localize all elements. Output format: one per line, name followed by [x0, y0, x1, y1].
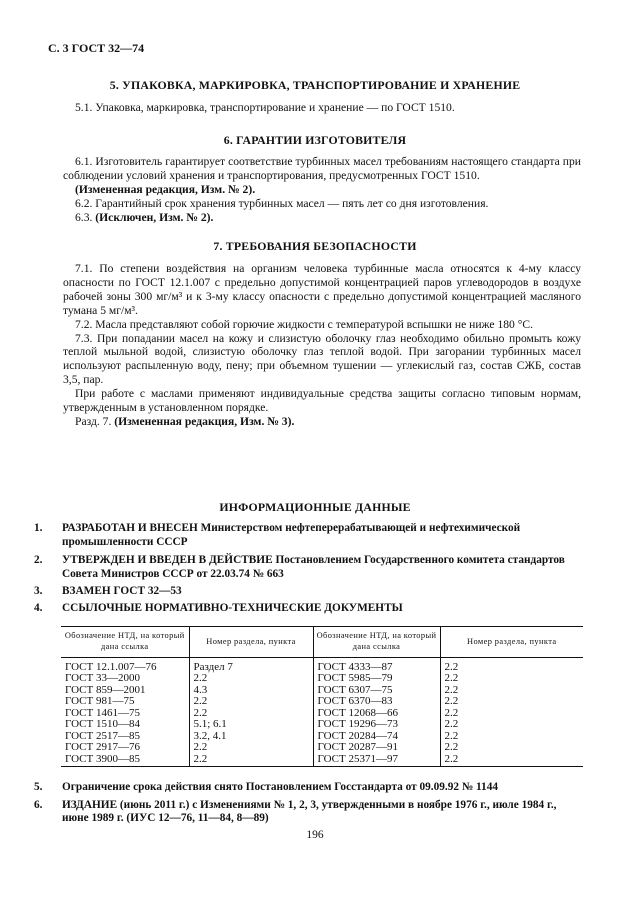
page-number: 196 [306, 829, 324, 841]
table-cell: 5.1; 6.1 [189, 719, 313, 731]
table-cell: 2.2 [189, 754, 313, 767]
para-6-3 [63, 211, 581, 225]
info-item-1: 1. РАЗРАБОТАН И ВНЕСЕН Министерством нефтеперерабатывающей и нефтехимической промышленности СССР [34, 522, 521, 548]
para-7-5-prefix: Разд. 7. [75, 414, 112, 428]
table-cell: 2.2 [444, 683, 459, 696]
table-cell: ГОСТ 12.1.007—76 [61, 657, 189, 673]
table-cell: ГОСТ 3900—85 [61, 754, 189, 767]
table-cell: ГОСТ 4333—87 [313, 657, 440, 673]
section-5-title: 5. УПАКОВКА, МАРКИРОВКА, ТРАНСПОРТИРОВАНИЕ И ХРАНЕНИЕ [109, 78, 521, 92]
table-row [61, 673, 583, 685]
table-cell: 2.2 [444, 729, 459, 742]
table-cell: 2.2 [189, 696, 313, 708]
table-header-cell: Обозначение НТД, на который дана ссылка [313, 627, 440, 658]
para-7-4: При работе с маслами применяют индивидуальные средства защиты согласно типовым нормам, утвержденным в установленном порядке. [63, 387, 581, 415]
reference-documents-table [61, 626, 583, 767]
table-cell: ГОСТ 12068—66 [313, 708, 440, 720]
table-cell: 2.2 [444, 672, 459, 685]
info-item-4: 4. ССЫЛОЧНЫЕ НОРМАТИВНО-ТЕХНИЧЕСКИЕ ДОКУМЕНТЫ [34, 601, 403, 614]
para-7-3: 7.3. При попадании масел на кожу и слизистую оболочку глаз необходимо обильно промыть кожу теплой мыльной водой, слизистую оболочку глаз теплой водой. При загорании турбинных масел используют распыленную воду, пену; при объемном тушении — углекислый газ, состав СЖБ, состав 3,5, пар. [63, 331, 581, 387]
table-cell: 2.2 [444, 741, 459, 754]
table-row [61, 742, 583, 754]
para-7-1: 7.1. По степени воздействия на организм человека турбинные масла относятся к 4-му классу опасности по ГОСТ 12.1.007 с предельно допустимой концентрацией паров углеводородов в воздухе рабочей зоны 300 мг/м³ и к 3-му классу опасности с предельно допустимой концентрацией масляного тумана 5 мг/м³. [63, 262, 581, 317]
para-5-1: 5.1. Упаковка, маркировка, транспортирование и хранение — по ГОСТ 1510. [75, 101, 455, 114]
table-cell: 2.2 [189, 708, 313, 720]
table-row [61, 754, 583, 767]
table-cell: ГОСТ 6307—75 [313, 685, 440, 697]
table-cell: ГОСТ 5985—79 [313, 673, 440, 685]
info-items [34, 522, 583, 615]
table-cell: 2.2 [444, 695, 459, 708]
info-item-6: 6. ИЗДАНИЕ (июнь 2011 г.) с Изменениями № 1, 2, 3, утвержденными в ноябре 1976 г., июле 1984 г., июне 1989 г. (ИУС 12—76, 11—84, 8—89) [34, 798, 557, 825]
info-item-2: 2. УТВЕРЖДЕН И ВВЕДЕН В ДЕЙСТВИЕ Постановлением Государственного комитета стандартов Совета Министров СССР от 22.03.74 № 663 [34, 554, 565, 580]
para-7-2: 7.2. Масла представляют собой горючие жидкости с температурой вспышки не ниже 180 °С. [75, 317, 534, 331]
info-items-after [34, 781, 583, 826]
table-cell: ГОСТ 19296—73 [313, 719, 440, 731]
section-7-title: 7. ТРЕБОВАНИЯ БЕЗОПАСНОСТИ [213, 239, 417, 253]
table-header-row [61, 627, 583, 658]
table-cell: ГОСТ 1461—75 [61, 708, 189, 720]
table-cell: ГОСТ 1510—84 [61, 719, 189, 731]
para-6-2: 6.2. Гарантийный срок хранения турбинных масел — пять лет со дня изготовления. [75, 196, 489, 210]
section-5-body [63, 101, 581, 115]
section-6-body [63, 155, 581, 225]
para-7-5 [63, 415, 581, 429]
table-cell: 2.2 [444, 706, 459, 719]
table-cell: ГОСТ 2917—76 [61, 742, 189, 754]
table-row [61, 657, 583, 673]
table-row [61, 696, 583, 708]
table-row [61, 719, 583, 731]
table-cell: 2.2 [189, 673, 313, 685]
table-header-cell: Номер раздела, пункта [189, 627, 313, 658]
para-6-1: 6.1. Изготовитель гарантирует соответствие турбинных масел требованиям настоящего стандарта при соблюдении условий хранения и транспортирования, предусмотренных ГОСТ 1510. [63, 155, 581, 182]
section-6-title: 6. ГАРАНТИИ ИЗГОТОВИТЕЛЯ [223, 133, 407, 147]
section-7-body [63, 262, 581, 429]
table-cell: ГОСТ 20284—74 [313, 731, 440, 743]
table-cell: ГОСТ 33—2000 [61, 673, 189, 685]
table-cell: ГОСТ 981—75 [61, 696, 189, 708]
info-item-5: 5. Ограничение срока действия снято Постановлением Госстандарта от 09.09.92 № 1144 [34, 781, 498, 793]
para-6-1-note: (Измененная редакция, Изм. № 2). [75, 182, 256, 196]
para-6-3-note: (Исключен, Изм. № 2). [95, 210, 214, 224]
info-item-3: 3. ВЗАМЕН ГОСТ 32—53 [34, 585, 182, 598]
table-cell: ГОСТ 20287—91 [313, 742, 440, 754]
table-cell: 2.2 [444, 718, 459, 731]
table-header-cell: Обозначение НТД, на который дана ссылка [61, 627, 189, 658]
table-cell: 4.3 [189, 685, 313, 697]
page-header: С. 3 ГОСТ 32—74 [48, 41, 145, 55]
table-cell: ГОСТ 859—2001 [61, 685, 189, 697]
info-title: ИНФОРМАЦИОННЫЕ ДАННЫЕ [219, 500, 411, 514]
table-cell: ГОСТ 25371—97 [313, 754, 440, 767]
table-cell: Раздел 7 [189, 657, 313, 673]
table-cell: 2.2 [444, 660, 459, 673]
para-6-3-number: 6.3. [75, 210, 93, 224]
para-7-5-note: (Измененная редакция, Изм. № 3). [114, 414, 295, 428]
table-cell: 3.2, 4.1 [189, 731, 313, 743]
table-header-cell: Номер раздела, пункта [440, 627, 583, 658]
table-cell: ГОСТ 6370—83 [313, 696, 440, 708]
table-cell: 2.2 [440, 754, 583, 767]
table-cell: ГОСТ 2517—85 [61, 731, 189, 743]
table-cell: 2.2 [189, 742, 313, 754]
